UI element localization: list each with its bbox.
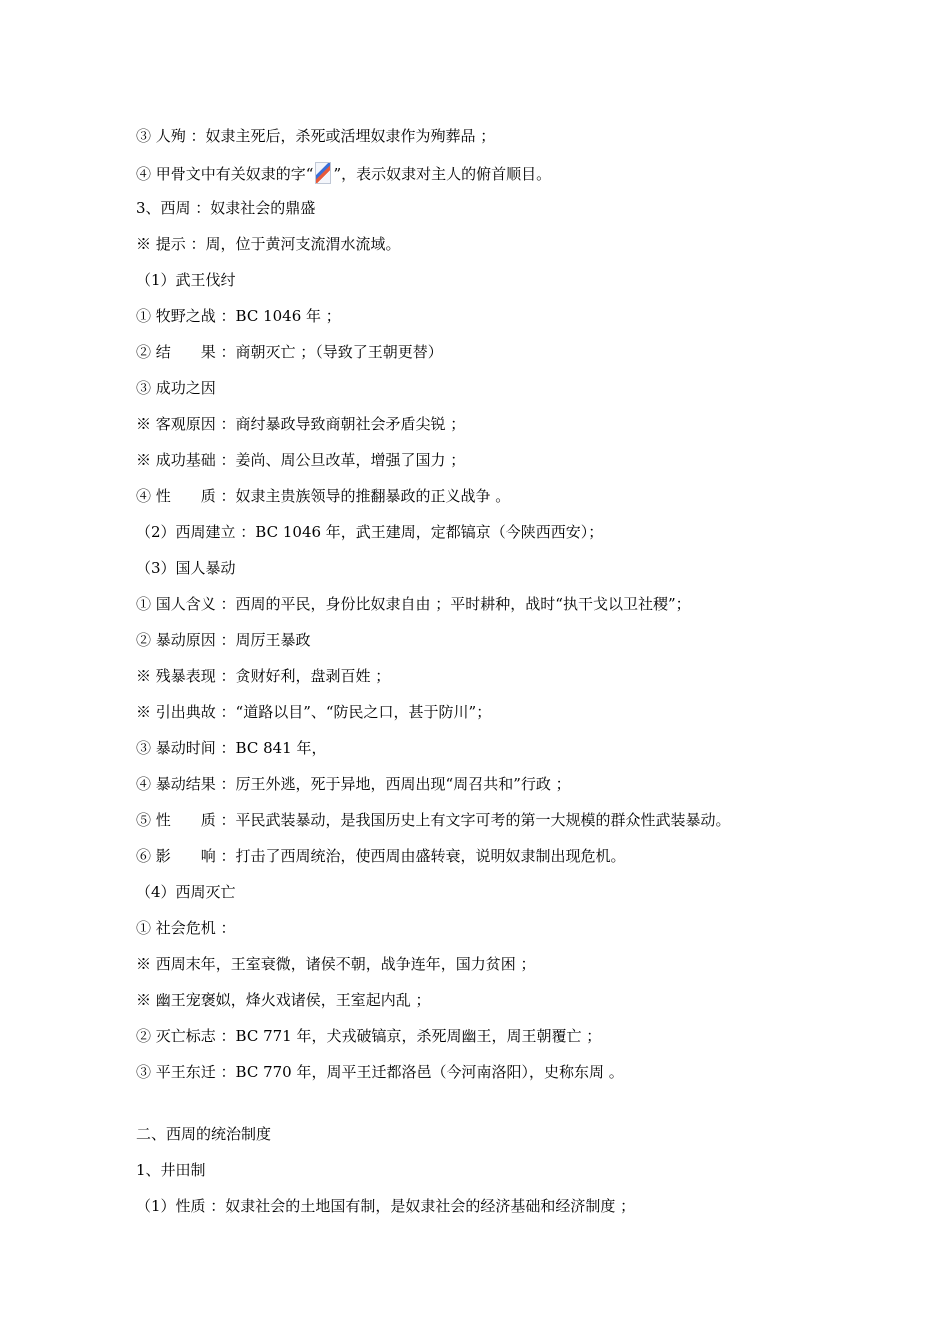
text-line: ⑥ 影 响 ：打击了西周统治，使西周由盛转衰，说明奴隶制出现危机。 <box>136 847 626 865</box>
text-line: ※ 提示 ：周，位于黄河支流渭水流域。 <box>136 235 401 253</box>
text-line: ※ 西周末年，王室衰微，诸侯不朝，战争连年，国力贫困 ； <box>136 955 536 973</box>
oracle-bone-character-image <box>315 162 331 184</box>
subsection-heading: （4）西周灭亡 <box>136 883 236 901</box>
text-line: ① 牧野之战 ：BC 1046 年 ； <box>136 307 341 325</box>
subsection-heading: （1）武王伐纣 <box>136 271 236 289</box>
text-line: ① 社会危机 ： <box>136 919 236 937</box>
chapter-heading: 二、西周的统治制度 <box>136 1125 272 1143</box>
text-line: ※ 幽王宠褒姒，烽火戏诸侯，王室起内乱 ； <box>136 991 431 1009</box>
text-line: ※ 残暴表现 ：贪财好利，盘剥百姓 ； <box>136 667 391 685</box>
subsection-heading: （3）国人暴动 <box>136 559 236 577</box>
text-line: ② 结 果 ：商朝灭亡 ；（导致了王朝更替） <box>136 343 443 361</box>
subsection-heading: （2）西周建立 ：BC 1046 年，武王建周，定都镐京（今陕西西安）； <box>136 523 604 541</box>
text-line: ③ 成功之因 <box>136 379 216 397</box>
text-line: ④ 性 质 ：奴隶主贵族领导的推翻暴政的正义战争 。 <box>136 487 511 505</box>
text-line: ③ 平王东迁 ：BC 770 年，周平王迁都洛邑（今河南洛阳），史称东周 。 <box>136 1063 624 1081</box>
text-line: ③ 人殉 ：奴隶主死后，杀死或活埋奴隶作为殉葬品 ； <box>136 127 496 145</box>
subsection-heading: （1）性质 ：奴隶社会的土地国有制，是奴隶社会的经济基础和经济制度 ； <box>136 1197 636 1215</box>
text-line: ③ 暴动时间 ：BC 841 年， <box>136 739 327 757</box>
section-heading: 1、井田制 <box>136 1161 206 1179</box>
text-line: ④ 暴动结果 ：厉王外逃，死于异地，西周出现“周召共和”行政 ； <box>136 775 571 793</box>
text-fragment: ④ 甲骨文中有关奴隶的字“ <box>136 165 314 183</box>
text-line: ※ 引出典故 ：“道路以目”、“防民之口，甚于防川”； <box>136 703 492 721</box>
text-line <box>136 162 551 184</box>
text-fragment: ”，表示奴隶对主人的俯首顺目。 <box>333 165 552 183</box>
text-line: ⑤ 性 质 ：平民武装暴动，是我国历史上有文字可考的第一大规模的群众性武装暴动。 <box>136 811 731 829</box>
text-line: ① 国人含义 ：西周的平民，身份比奴隶自由 ；平时耕种，战时“执干戈以卫社稷”； <box>136 595 691 613</box>
text-line: ② 灭亡标志 ：BC 771 年，犬戎破镐京，杀死周幽王，周王朝覆亡 ； <box>136 1027 602 1045</box>
text-line: ※ 客观原因 ：商纣暴政导致商朝社会矛盾尖锐 ； <box>136 415 466 433</box>
text-line: ※ 成功基础 ：姜尚、周公旦改革，增强了国力 ； <box>136 451 466 469</box>
text-line: ② 暴动原因 ：周厉王暴政 <box>136 631 311 649</box>
section-heading: 3、西周 ：奴隶社会的鼎盛 <box>136 199 316 217</box>
